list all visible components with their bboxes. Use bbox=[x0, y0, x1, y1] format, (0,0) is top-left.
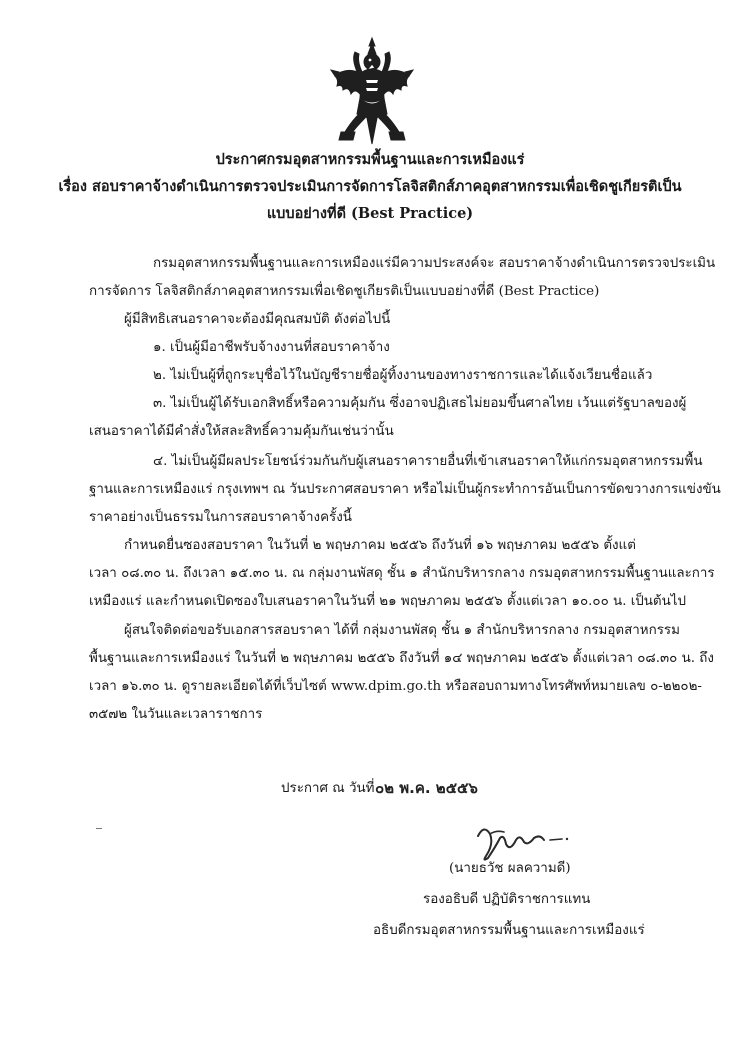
title-line-3: แบบอย่างที่ดี (Best Practice) bbox=[266, 205, 474, 222]
qualification-item-4-line-3: ราคาอย่างเป็นธรรมในการสอบราคาจ้างครั้งนี้ bbox=[89, 510, 352, 525]
paragraph-intro-line-2: การจัดการ โลจิสติกส์ภาคอุตสาหกรรมเพื่อเชิดชูเกียรติเป็นแบบอย่างที่ดี (Best Practice) bbox=[89, 284, 600, 299]
announce-date-label: ประกาศ ณ วันที่ bbox=[281, 781, 375, 796]
qualification-item-3-line-1: ๓. ไม่เป็นผู้ได้รับเอกสิทธิ์หรือความคุ้มกัน ซึ่งอาจปฏิเสธไม่ยอมขึ้นศาลไทย เว้นแต่รัฐบาลของผู้ bbox=[153, 396, 687, 411]
qualification-item-3-line-2: เสนอราคาได้มีคำสั่งให้สละสิทธิ์ความคุ้มกันเช่นว่านั้น bbox=[89, 424, 394, 439]
signer-name: (นายธวัช ผลความดี) bbox=[449, 861, 571, 876]
scan-speck bbox=[96, 828, 102, 829]
qualification-item-1: ๑. เป็นผู้มีอาชีพรับจ้างงานที่สอบราคาจ้าง bbox=[153, 340, 390, 355]
contact-line-3: เวลา ๑๖.๓๐ น. ดูรายละเอียดได้ที่เว็บไซต์ www.dpim.go.th หรือสอบถามทางโทรศัพท์หมายเลข ๐-๒๒๐๒- bbox=[89, 679, 702, 694]
announce-date-handwritten: ๐๒ พ.ค. ๒๕๕๖ bbox=[375, 779, 478, 797]
signer-position-2: อธิบดีกรมอุตสาหกรรมพื้นฐานและการเหมืองแร่ bbox=[373, 923, 645, 938]
title-line-2: เรื่อง สอบราคาจ้างดำเนินการตรวจประเมินการจัดการโลจิสติกส์ภาคอุตสาหกรรมเพื่อเชิดชูเกียรติเป็น bbox=[58, 178, 682, 195]
contact-line-1: ผู้สนใจติดต่อขอรับเอกสารสอบราคา ได้ที่ กลุ่มงานพัสดุ ชั้น ๑ สำนักบริหารกลาง กรมอุตสาหกรรม bbox=[124, 623, 680, 638]
contact-line-4: ๓๕๗๒ ในวันและเวลาราชการ bbox=[89, 707, 263, 722]
qualification-item-2: ๒. ไม่เป็นผู้ที่ถูกระบุชื่อไว้ในบัญชีรายชื่อผู้ทิ้งงานของทางราชการและได้แจ้งเวียนชื่อแล้ว bbox=[153, 368, 653, 383]
contact-line-2: พื้นฐานและการเหมืองแร่ ในวันที่ ๒ พฤษภาคม ๒๕๕๖ ถึงวันที่ ๑๔ พฤษภาคม ๒๕๕๖ ตั้งแต่เวลา ๐๘.๓๐ น. ถึง bbox=[89, 651, 714, 666]
qualification-item-4-line-1: ๔. ไม่เป็นผู้มีผลประโยชน์ร่วมกันกับผู้เสนอราคารายอื่นที่เข้าเสนอราคาให้แก่กรมอุตสาหกรรมพื้น bbox=[153, 454, 703, 469]
submission-line-2: เวลา ๐๘.๓๐ น. ถึงเวลา ๑๕.๓๐ น. ณ กลุ่มงานพัสดุ ชั้น ๑ สำนักบริหารกลาง กรมอุตสาหกรรมพื้นฐานและการ bbox=[89, 566, 715, 581]
submission-line-1: กำหนดยื่นซองสอบราคา ในวันที่ ๒ พฤษภาคม ๒๕๕๖ ถึงวันที่ ๑๖ พฤษภาคม ๒๕๕๖ ตั้งแต่ bbox=[124, 538, 636, 553]
title-line-1: ประกาศกรมอุตสาหกรรมพื้นฐานและการเหมืองแร่ bbox=[215, 151, 525, 168]
qualifications-heading: ผู้มีสิทธิเสนอราคาจะต้องมีคุณสมบัติ ดังต่อไปนี้ bbox=[124, 312, 391, 327]
garuda-emblem-icon bbox=[329, 36, 415, 146]
submission-line-3: เหมืองแร่ และกำหนดเปิดซองใบเสนอราคาในวันที่ ๒๑ พฤษภาคม ๒๕๕๖ ตั้งแต่เวลา ๑๐.๐๐ น. เป็นต้นไป bbox=[89, 594, 687, 609]
signer-position-1: รองอธิบดี ปฏิบัติราชการแทน bbox=[423, 892, 591, 907]
qualification-item-4-line-2: ฐานและการเหมืองแร่ กรุงเทพฯ ณ วันประกาศสอบราคา หรือไม่เป็นผู้กระทำการอันเป็นการขัดขวางการแข่งขัน bbox=[89, 482, 721, 497]
paragraph-intro-line-1: กรมอุตสาหกรรมพื้นฐานและการเหมืองแร่มีความประสงค์จะ สอบราคาจ้างดำเนินการตรวจประเมิน bbox=[153, 256, 716, 271]
